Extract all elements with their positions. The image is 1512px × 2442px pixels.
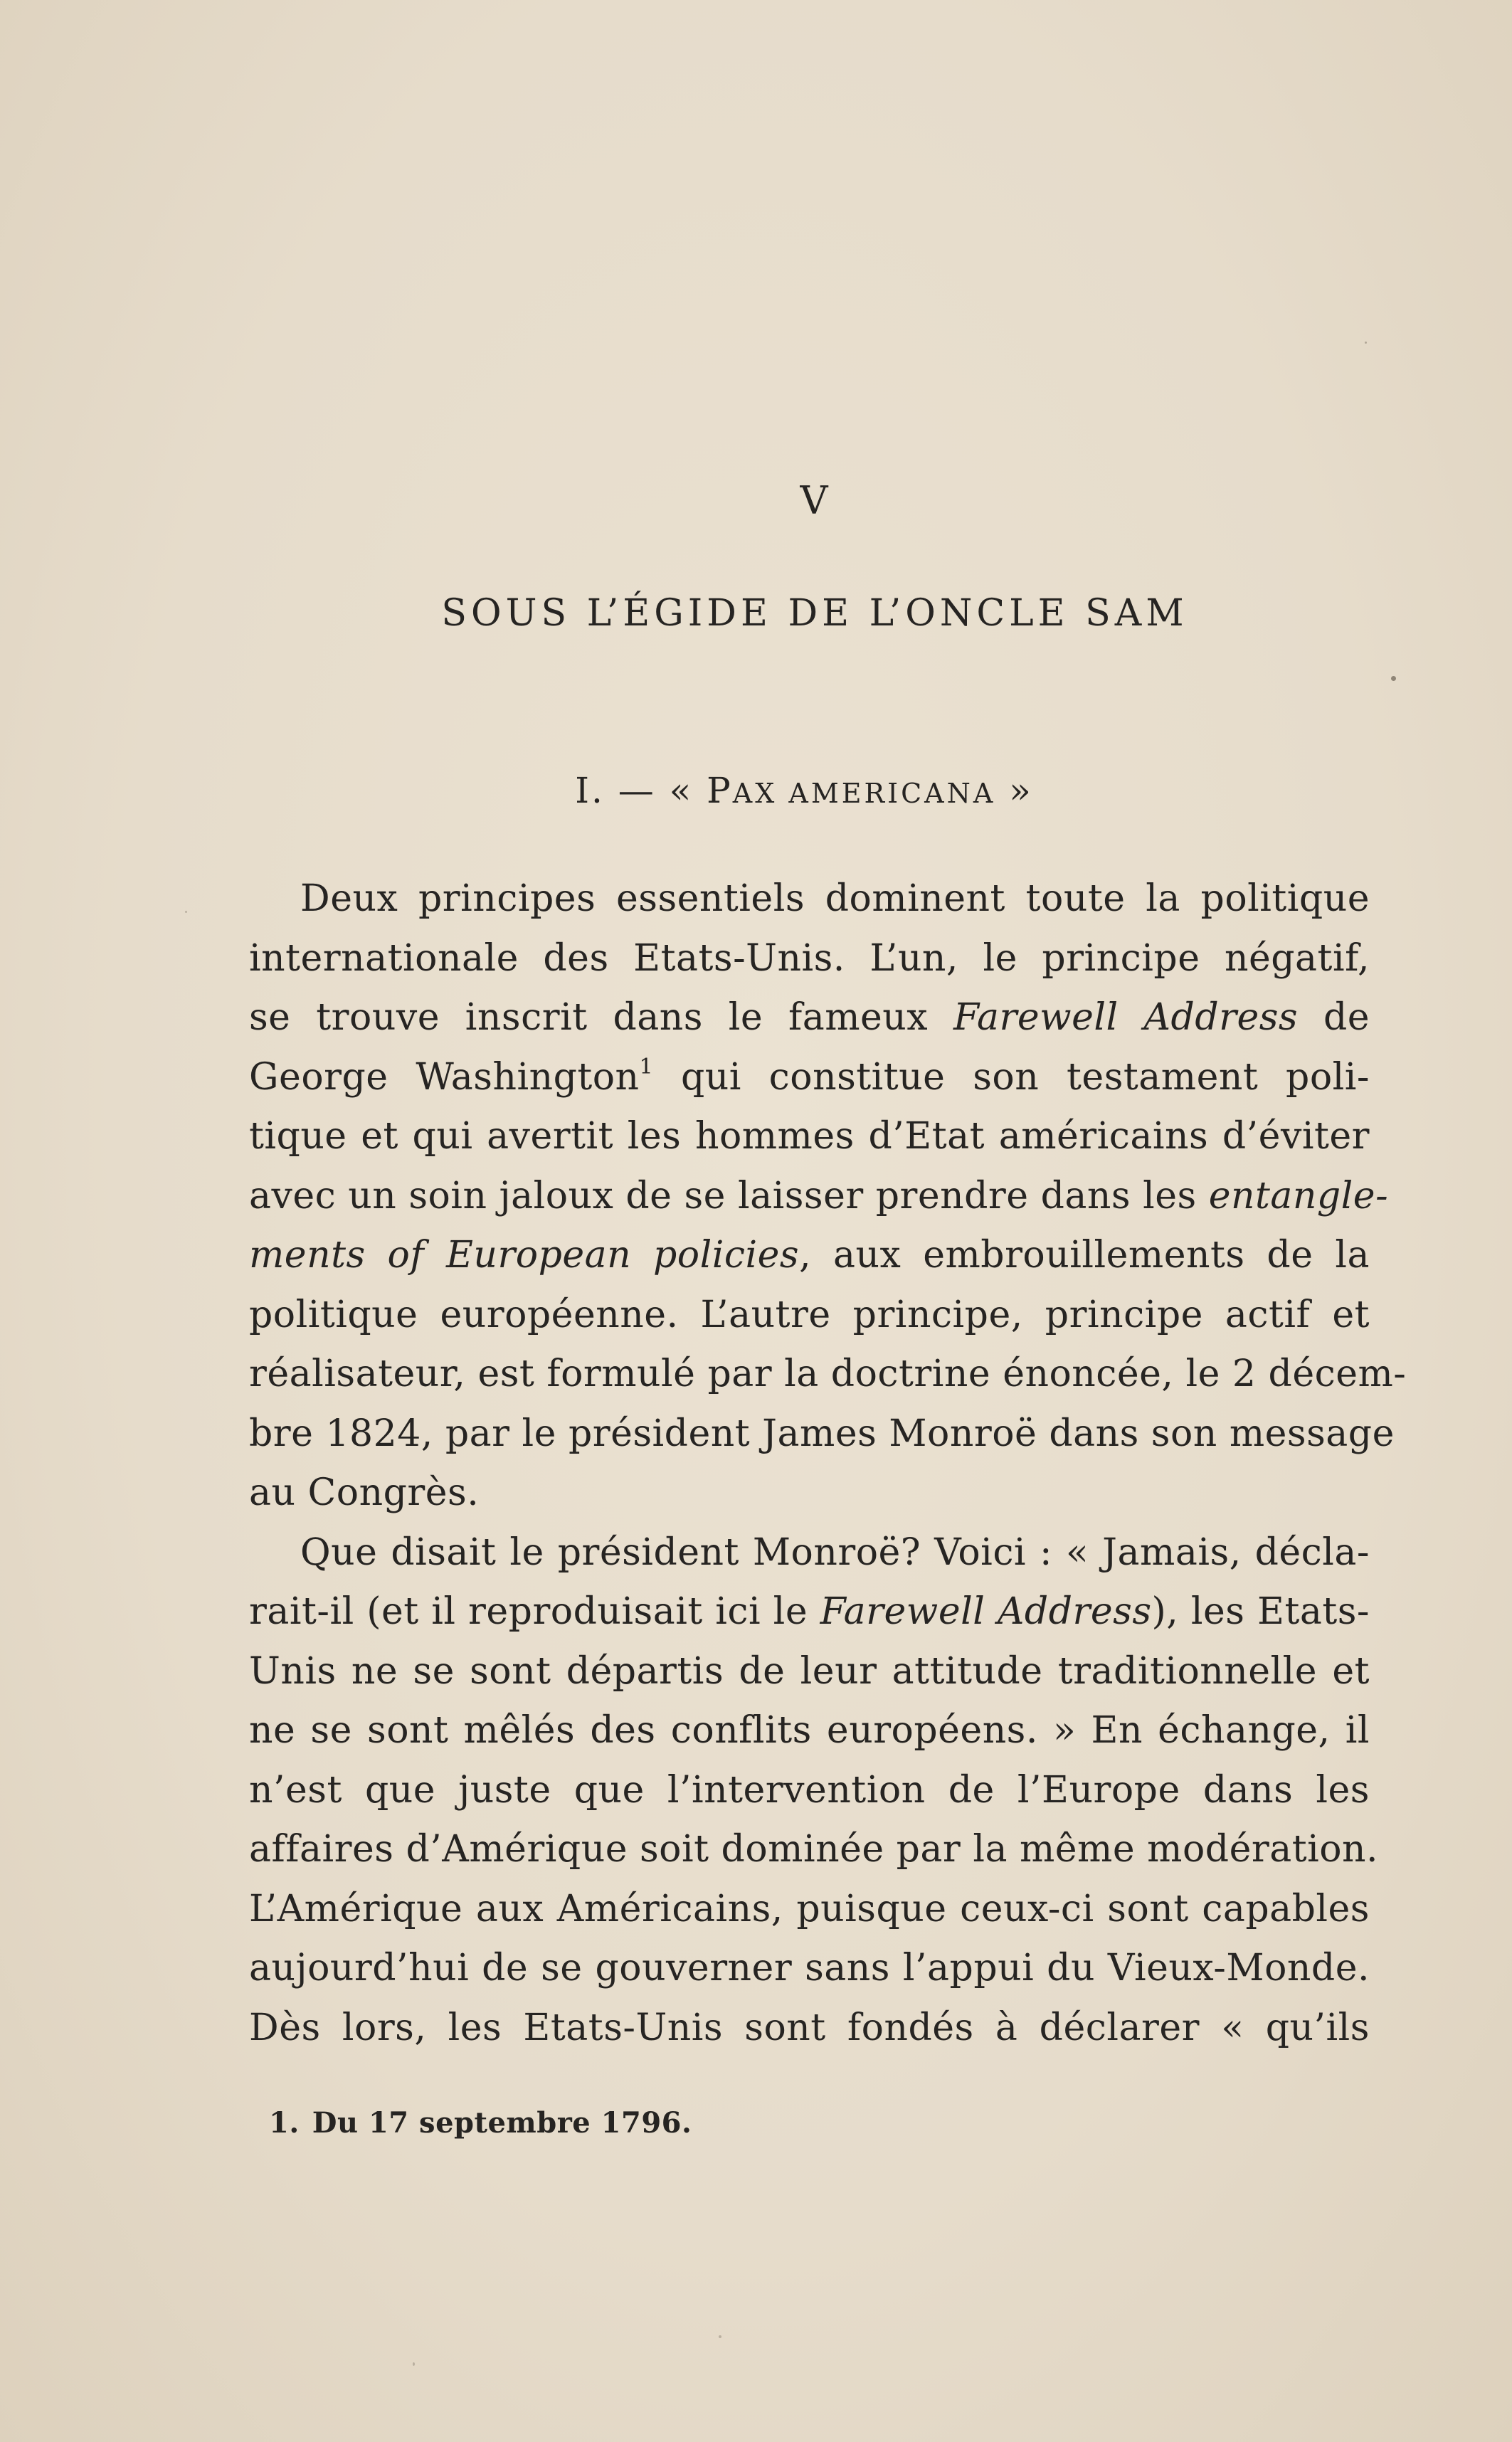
- footnote-text: Du 17 septembre 1796.: [312, 2106, 692, 2140]
- text-run: rait-il (et il reproduisait ici le: [249, 1590, 820, 1633]
- text-run: Que disait le président Monroë? Voici : « Jamais, décla-: [300, 1531, 1370, 1574]
- paper-speck: [1365, 342, 1367, 344]
- section-suffix: »: [995, 770, 1033, 811]
- section-label-rest: AX AMERICANA: [732, 778, 996, 809]
- text-run: se trouve inscrit dans le fameux: [249, 996, 953, 1039]
- text-line: [249, 929, 1370, 989]
- italic-run: entangle-: [1208, 1174, 1389, 1217]
- text-run: ), les Etats-: [1151, 1590, 1370, 1633]
- text-run: de: [1298, 996, 1370, 1039]
- text-line: [249, 1286, 1370, 1346]
- text-run: avec un soin jaloux de se laisser prendre dans les: [249, 1174, 1209, 1217]
- text-run: au Congrès.: [249, 1471, 480, 1514]
- text-line: [249, 1939, 1370, 1999]
- text-line: [249, 1107, 1370, 1167]
- text-line: [249, 1582, 1370, 1642]
- text-run: Deux principes essentiels dominent toute la politique: [300, 877, 1370, 920]
- text-line: [249, 1820, 1379, 1880]
- footnote-marker: 1: [639, 1054, 654, 1079]
- text-line: [249, 1999, 1370, 2058]
- footnote: [269, 2106, 692, 2140]
- text-run: George Washington: [249, 1055, 640, 1099]
- text-run: politique européenne. L’autre principe, principe actif et: [249, 1293, 1370, 1336]
- text-run: bre 1824, par le président James Monroë dans son message: [249, 1412, 1395, 1455]
- paper-speck: [719, 2335, 721, 2338]
- text-run: internationale des Etats-Unis. L’un, le principe négatif,: [249, 936, 1370, 980]
- section-heading: [0, 770, 1512, 811]
- chapter-title: SOUS L’ÉGIDE DE L’ONCLE SAM: [441, 592, 1188, 635]
- text-line: [249, 1345, 1407, 1405]
- text-line: [249, 1405, 1395, 1464]
- paper-speck: [413, 2362, 415, 2366]
- text-line: [249, 1523, 1370, 1583]
- text-run: aujourd’hui de se gouverner sans l’appui du Vieux-Monde.: [249, 1947, 1370, 1989]
- section-prefix: I. — «: [575, 770, 707, 811]
- text-run: réalisateur, est formulé par la doctrine énoncée, le 2 décem-: [249, 1353, 1407, 1395]
- text-line: [249, 1642, 1370, 1702]
- text-run: L’Amérique aux Américains, puisque ceux-ci sont capables: [249, 1887, 1370, 1930]
- footnote-number: 1.: [269, 2106, 300, 2140]
- text-run: Unis ne se sont départis de leur attitude traditionnelle et: [249, 1649, 1370, 1693]
- text-run: ne se sont mêlés des conflits européens. » En échange, il: [249, 1709, 1370, 1752]
- text-run: , aux embrouillements de la: [799, 1234, 1370, 1276]
- text-line: [249, 1880, 1370, 1940]
- text-run: affaires d’Amérique soit dominée par la même modération.: [249, 1828, 1379, 1871]
- text-line: [249, 1226, 1370, 1286]
- italic-run: Farewell Address: [953, 996, 1299, 1039]
- body-text: [249, 870, 1407, 2058]
- paper-speck: [1391, 676, 1396, 681]
- text-line: [249, 1167, 1389, 1227]
- text-line: [249, 1464, 1370, 1523]
- italic-run: ments of European policies: [249, 1234, 800, 1276]
- chapter-number: V: [800, 478, 830, 523]
- text-line: [249, 870, 1370, 929]
- text-line: [249, 1048, 1370, 1108]
- text-run: Dès lors, les Etats-Unis sont fondés à déclarer « qu’ils: [249, 2006, 1370, 2049]
- text-run: n’est que juste que l’intervention de l’Europe dans les: [249, 1768, 1370, 1812]
- section-label-cap: P: [707, 770, 733, 811]
- text-line: [249, 988, 1370, 1048]
- text-line: [249, 1761, 1370, 1821]
- paper-speck: [185, 911, 187, 913]
- italic-run: Farewell Address: [820, 1590, 1152, 1633]
- text-run: qui constitue son testament poli-: [653, 1055, 1370, 1099]
- text-run: tique et qui avertit les hommes d’Etat américains d’éviter: [249, 1115, 1370, 1158]
- text-line: [249, 1701, 1370, 1761]
